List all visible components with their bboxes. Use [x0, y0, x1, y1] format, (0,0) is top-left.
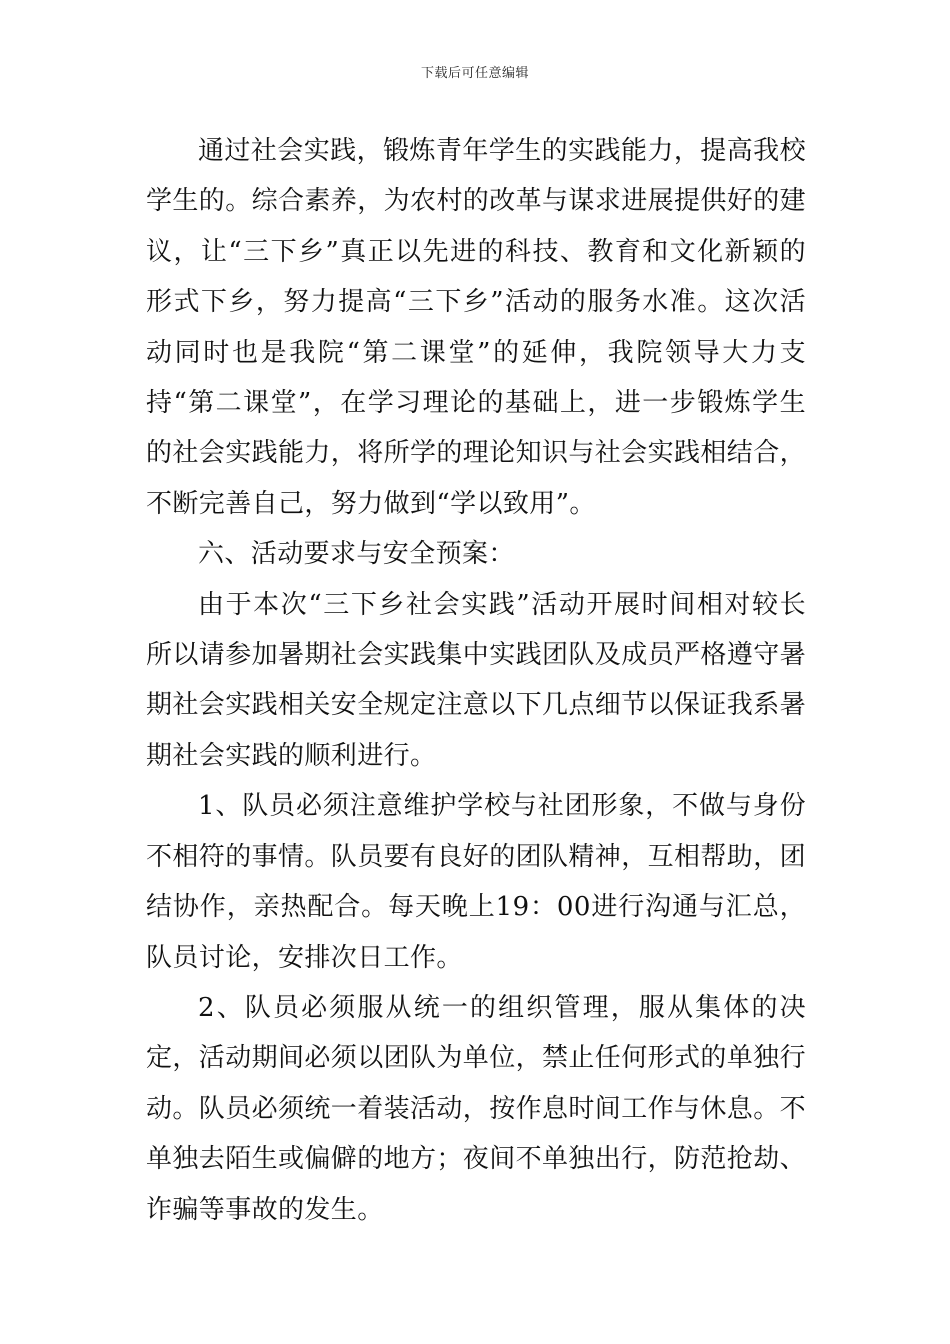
paragraph-rule-1: 1、队员必须注意维护学校与社团形象，不做与身份不相符的事情。队员要有良好的团队精神，互相帮助，团结协作，亲热配合。每天晚上19：00进行沟通与汇总，队员讨论，安排次日工作。 [146, 791, 807, 973]
document-body [146, 126, 806, 1235]
page-header: 下载后可任意编辑 [420, 66, 529, 81]
section-heading-requirements: 六、活动要求与安全预案： [198, 539, 515, 570]
paragraph-rule-2: 2、队员必须服从统一的组织管理，服从集体的决定，活动期间必须以团队为单位，禁止任何形式的单独行动。队员必须统一着装活动，按作息时间工作与休息。不单独去陌生或偏僻的地方；夜间不单独出行，防范抢劫、诈骗等事故的发生。 [146, 992, 807, 1225]
paragraph-practice-purpose: 通过社会实践，锻炼青年学生的实践能力，提高我校学生的。综合素养，为农村的改革与谋求进展提供好的建议，让“三下乡”真正以先进的科技、教育和文化新颖的形式下乡，努力提高“三下乡”活动的服务水准。这次活动同时也是我院“第二课堂”的延伸，我院领导大力支持“第二课堂”，在学习理论的基础上，进一步锻炼学生的社会实践能力，将所学的理论知识与社会实践相结合，不断完善自己，努力做到“学以致用”。 [146, 136, 807, 519]
paragraph-safety-intro: 由于本次“三下乡社会实践”活动开展时间相对较长所以请参加暑期社会实践集中实践团队及成员严格遵守暑期社会实践相关安全规定注意以下几点细节以保证我系暑期社会实践的顺利进行。 [146, 589, 807, 771]
